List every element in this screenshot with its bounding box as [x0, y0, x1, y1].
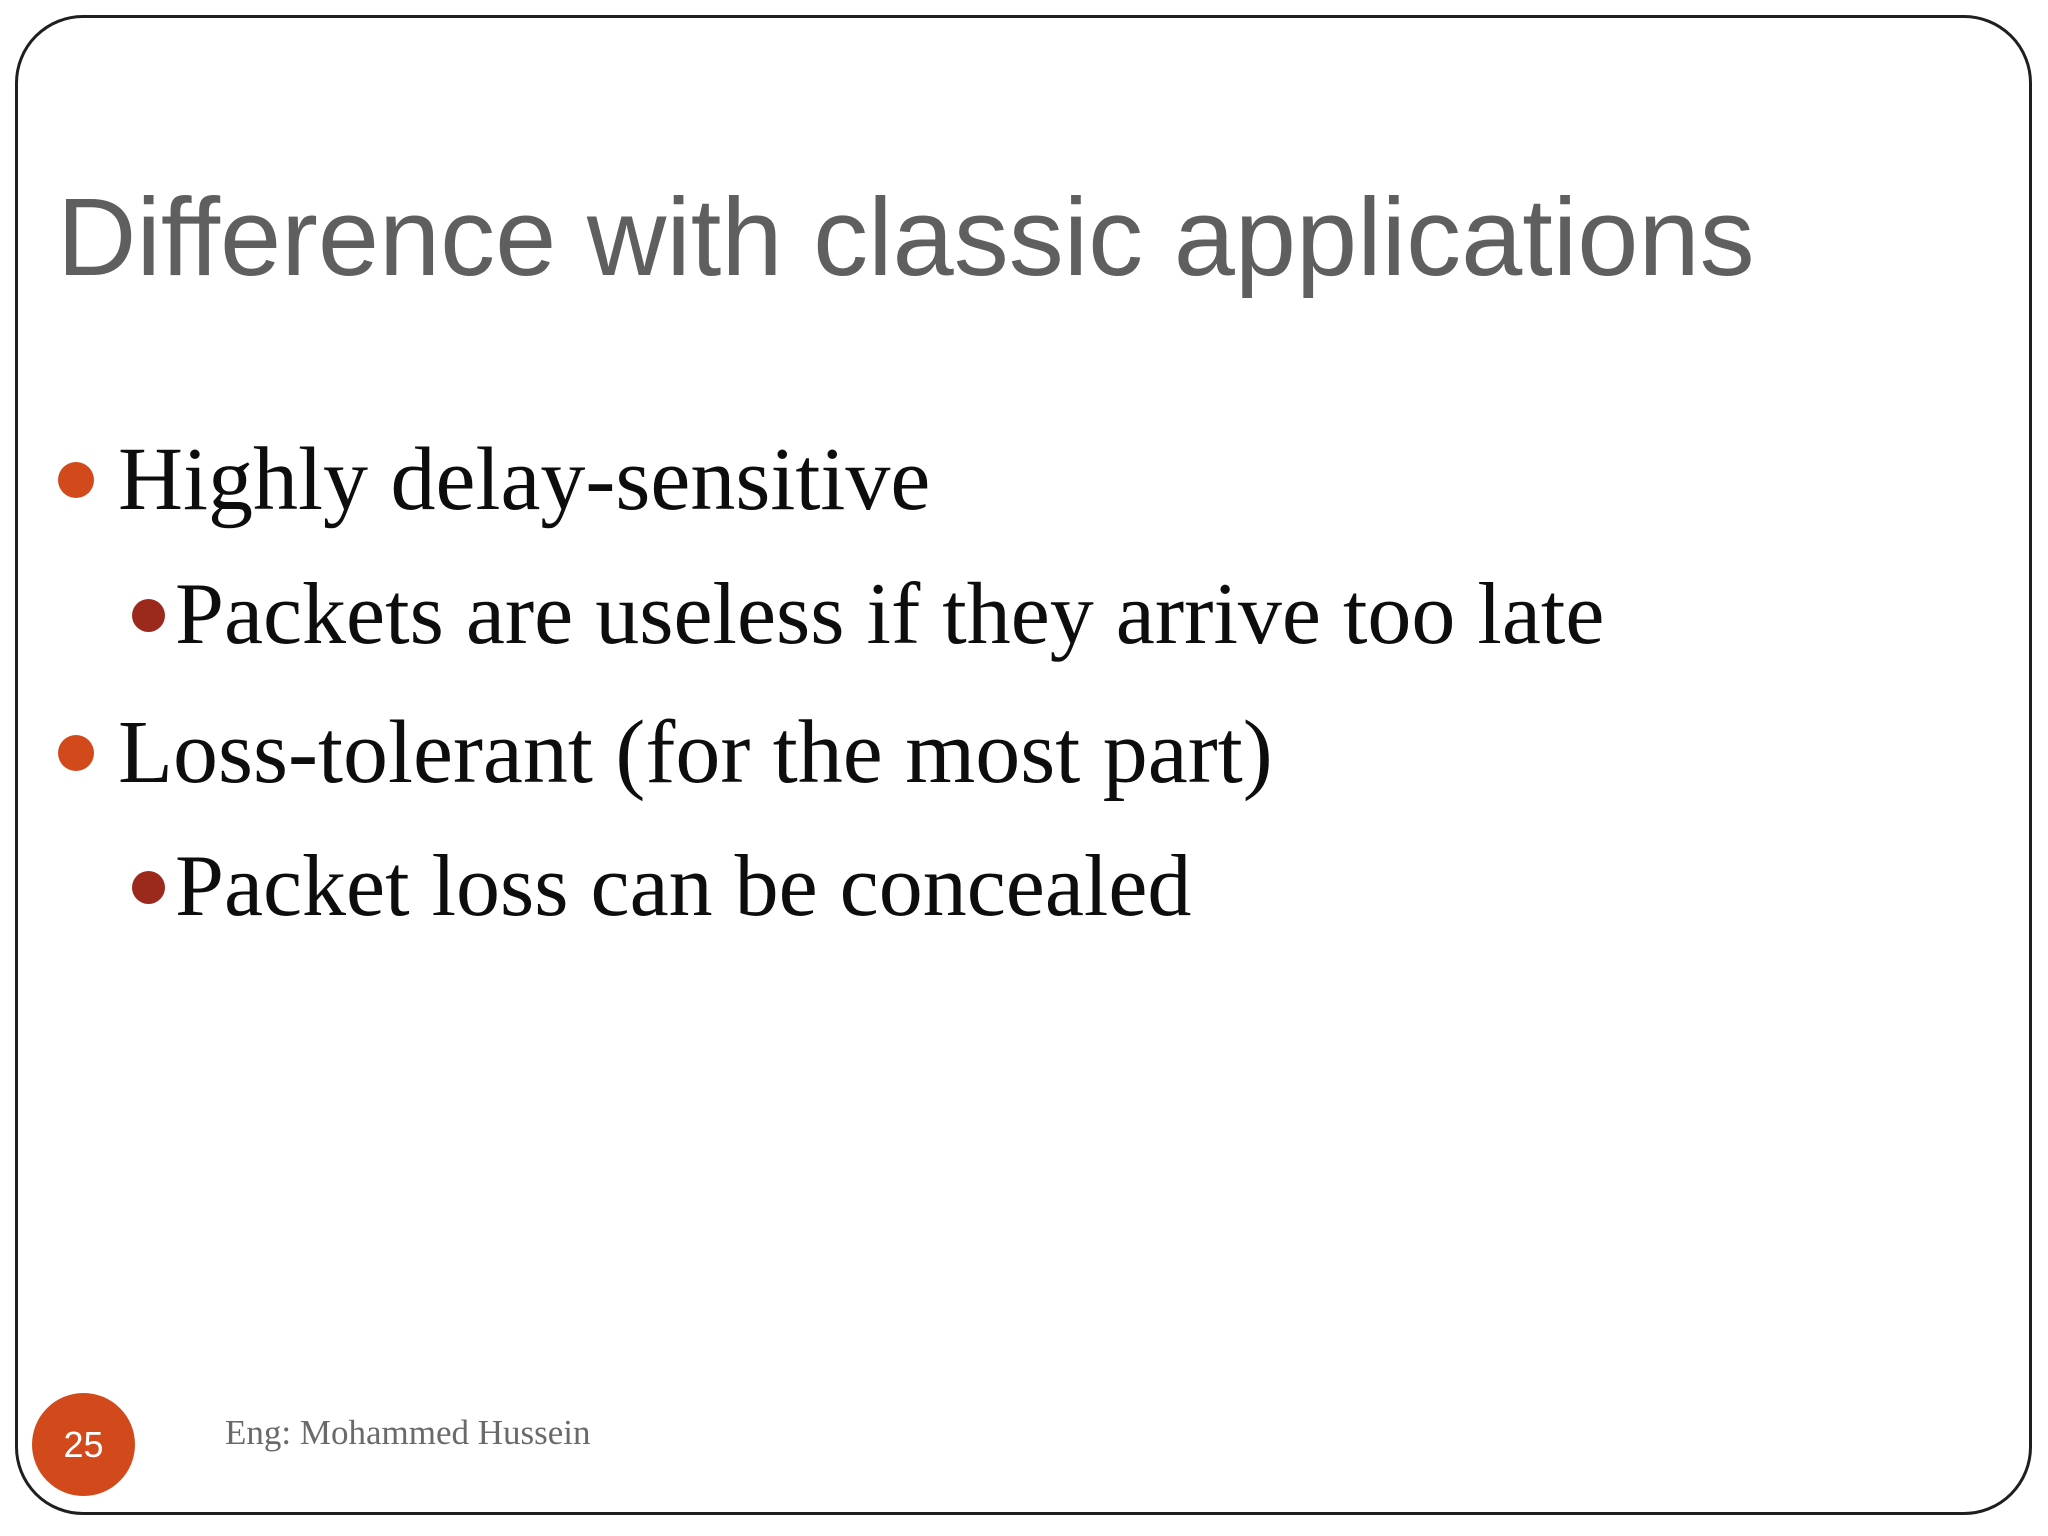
bullet-dot-icon — [58, 462, 94, 498]
bullet-text: Loss-tolerant (for the most part) — [118, 703, 1273, 802]
sub-bullet-text: Packets are useless if they arrive too late — [175, 566, 1605, 663]
sub-bullet-dot-icon — [132, 871, 165, 904]
slide-title: Difference with classic applications — [57, 176, 1755, 299]
footer-author: Eng: Mohammed Hussein — [225, 1413, 591, 1452]
sub-bullet-item — [132, 837, 1191, 937]
bullet-item — [58, 703, 1273, 803]
page-number-badge: 25 — [32, 1393, 135, 1496]
sub-bullet-dot-icon — [132, 599, 165, 632]
bullet-dot-icon — [58, 735, 94, 771]
sub-bullet-text: Packet loss can be concealed — [175, 838, 1192, 935]
bullet-item — [58, 430, 930, 530]
sub-bullet-item — [132, 565, 1604, 665]
bullet-text: Highly delay-sensitive — [118, 430, 931, 529]
